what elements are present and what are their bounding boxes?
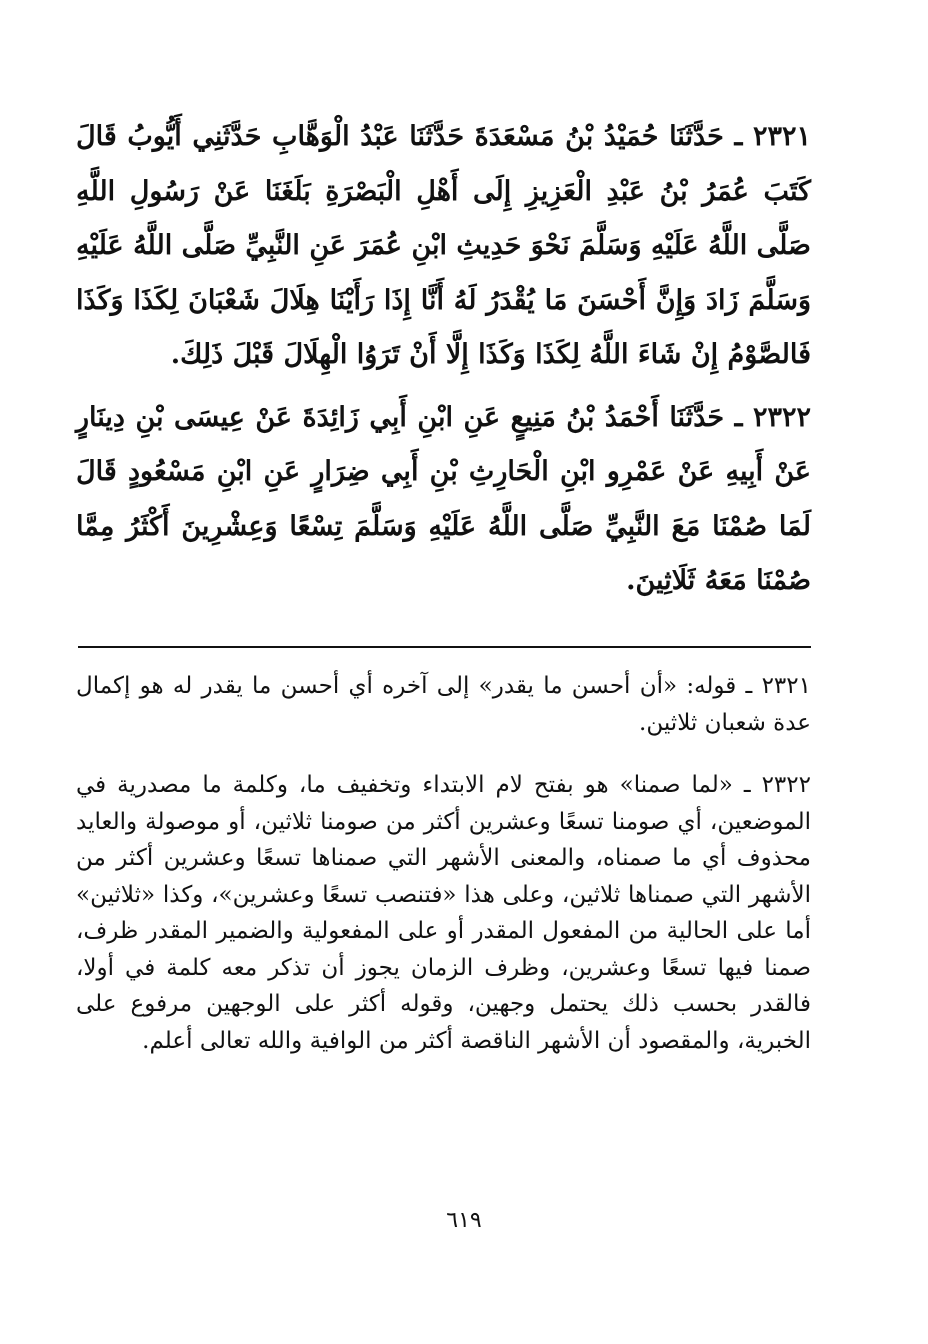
commentary-2321: ٢٣٢١ ـ قوله: «أن أحسن ما يقدر» إلى آخره أي أحسن ما يقدر له هو إكمال عدة شعبان ثلاثين. bbox=[76, 673, 811, 736]
footnote-divider bbox=[78, 646, 811, 648]
commentary-2322: ٢٣٢٢ ـ «لما صمنا» هو بفتح لام الابتداء وتخفيف ما، وكلمة ما مصدرية في الموضعين، أي صومنا تسعًا وعشرين أكثر من صومنا ثلاثين، أو موصولة والعايد محذوف أي ما صمناه، والمعنى الأشهر التي صمناها تسعًا وعشرين أكثر من الأشهر التي صمناها ثلاثين، وعلى هذا «فتنصب تسعًا وعشرين»، وكذا «ثلاثين» أما على الحالية من المفعول المقدر أو على المفعولية والضمير المقدر ظرف، صمنا فيها تسعًا وعشرين، وظرف الزمان يجوز أن تذكر معه كلمة في أولا، فالقدر بحسب ذلك يحتمل وجهين، وقوله أكثر على الوجهين مرفوع على الخبرية، والمقصود أن الأشهر الناقصة أكثر من الوافية والله تعالى أعلم. bbox=[76, 772, 811, 1054]
hadith-2322: ٢٣٢٢ ـ حَدَّثَنَا أَحْمَدُ بْنُ مَنِيعٍ عَنِ ابْنِ أَبِي زَائِدَةَ عَنْ عِيسَى بْنِ دِينَارٍ عَنْ أَبِيهِ عَنْ عَمْرِو ابْنِ الْحَارِثِ بْنِ أَبِي ضِرَارٍ عَنِ ابْنِ مَسْعُودٍ قَالَ لَمَا صُمْنَا مَعَ النَّبِيِّ صَلَّى اللَّهُ عَلَيْهِ وَسَلَّمَ تِسْعًا وَعِشْرِينَ أَكْثَرُ مِمَّا صُمْنَا مَعَهُ ثَلَاثِينَ. bbox=[76, 401, 811, 596]
commentary-text bbox=[76, 668, 811, 1059]
page-number: ٦١٩ bbox=[446, 1208, 482, 1233]
hadith-text bbox=[76, 110, 811, 609]
hadith-2321: ٢٣٢١ ـ حَدَّثَنَا حُمَيْدُ بْنُ مَسْعَدَةَ حَدَّثَنَا عَبْدُ الْوَهَّابِ حَدَّثَنِي أَيُّوبُ قَالَ كَتَبَ عُمَرُ بْنُ عَبْدِ الْعَزِيزِ إِلَى أَهْلِ الْبَصْرَةِ بَلَغَنَا عَنْ رَسُولِ اللَّهِ صَلَّى اللَّهُ عَلَيْهِ وَسَلَّمَ نَحْوَ حَدِيثِ ابْنِ عُمَرَ عَنِ النَّبِيِّ صَلَّى اللَّهُ عَلَيْهِ وَسَلَّمَ زَادَ وَإِنَّ أَحْسَنَ مَا يُقْدَرُ لَهُ أَنَّا إِذَا رَأَيْنَا هِلَالَ شَعْبَانَ لِكَذَا وَكَذَا فَالصَّوْمُ إِنْ شَاءَ اللَّهُ لِكَذَا وَكَذَا إِلَّا أَنْ تَرَوُا الْهِلَالَ قَبْلَ ذَلِكَ. bbox=[76, 121, 811, 370]
